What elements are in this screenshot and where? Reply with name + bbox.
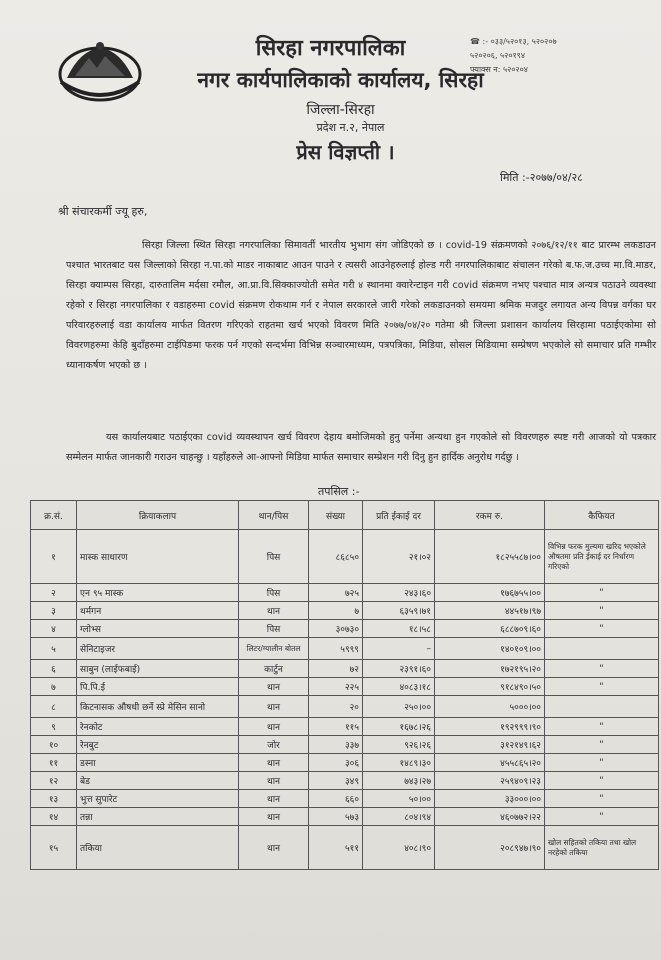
cell-sn: ५ <box>31 638 77 660</box>
cell-remark: " <box>545 678 659 696</box>
table-row <box>31 808 659 826</box>
cell-rate: ५०।०० <box>363 790 435 808</box>
cell-item: डस्ना <box>77 754 239 772</box>
district-name: जिल्ला-सिरहा <box>306 102 375 118</box>
cell-remark: " <box>545 754 659 772</box>
cell-sn: ७ <box>31 678 77 696</box>
cell-item: सेनिटाइजर <box>77 638 239 660</box>
cell-unit: थान <box>239 602 309 620</box>
cell-amount: ४५५८६५।२० <box>435 754 545 772</box>
cell-qty: ३०७३० <box>309 620 363 638</box>
cell-qty: ७२५ <box>309 584 363 602</box>
cell-amount: १८२५५८७।०० <box>435 530 545 584</box>
cell-rate: ९२६।२६ <box>363 736 435 754</box>
cell-remark: " <box>545 660 659 678</box>
cell-remark: " <box>545 772 659 790</box>
cell-remark: खोल सहितको तकिया तथा खोल नरहेको तकिया <box>545 826 659 870</box>
table-row <box>31 678 659 696</box>
body-paragraph-1: सिरहा जिल्ला स्थित सिरहा नगरपालिका सिमावर्ती भारतीय भुभाग संग जोडिएको छ । covid-19 संक्रमणको २०७६/१२/११ बाट प्रारम्भ लकडाउन पश्चात भारतबाट यस जिल्लाको सिरहा न.पा.को माडर नाकाबाट आउन पाउने र त्यसरी आउनेहरुलाई होल्ड गरी नगरपालिकाबाट संचालन गरेको ब.फ.ज.उच्च मा.वि.माडर, सिरहा क्याम्पस सिरहा, दारुतालिम मर्दसा रमौल, आ.प्रा.वि.सिक्काज्योती समेत गरी ४ स्थानमा क्वारेन्टाइन गरी covid संक्रमण नभए पश्चात मात्र अन्यत्र पठाउने व्यवस्था रहेको र सिरहा नगरपालिका र वडाहरुमा covid संक्रमण रोकथाम गर्न र नेपाल सरकारले जारी गरेको लकडाउनको समयमा श्रमिक मजदुर लगायत अन्य विपन्न वर्गका घर परिवारहरुलाई वडा कार्यालय मार्फत वितरण गरिएको राहतमा खर्च भएको विवरण मिति २०७७/०४/२० गतेमा श्री जिल्ला प्रशासन कार्यालय सिरहामा पठाईएकोमा सो विवरणहरुमा केहि बुदाँहरुमा टाईपिङमा फरक पर्न गएको सन्दर्भमा विभिन्न सञ्चारमाध्यम, पत्रपत्रिका, मिडिया, सोसल मिडियामा सम्प्रेषण भएकोले सो समाचार प्रति गम्भीर ध्यानाकर्षण भएको छ । <box>66 240 656 371</box>
column-header-unit: थान/पिस <box>239 501 309 530</box>
cell-sn: ४ <box>31 620 77 638</box>
cell-item: किटनासक औषधी छर्ने स्प्रे मेसिन सानो <box>77 696 239 718</box>
cell-rate: ६३५९।७१ <box>363 602 435 620</box>
cell-unit: लिटर/ग्यालीन बोतल <box>239 638 309 660</box>
table-row <box>31 736 659 754</box>
cell-remark: " <box>545 790 659 808</box>
cell-amount: ३१२१४९।६२ <box>435 736 545 754</box>
cell-unit: थान <box>239 772 309 790</box>
cell-amount: ६८८७०९।६० <box>435 620 545 638</box>
table-row <box>31 602 659 620</box>
cell-qty: ३३७ <box>309 736 363 754</box>
cell-remark <box>545 638 659 660</box>
cell-qty: ६६० <box>309 790 363 808</box>
cell-item: ग्लोभ्स <box>77 620 239 638</box>
cell-unit: थान <box>239 790 309 808</box>
table-header-row <box>31 501 659 530</box>
table-row <box>31 584 659 602</box>
cell-qty: २२५ <box>309 678 363 696</box>
cell-remark: विभिन्न फरक मुल्यमा खरिद भएकोले औषतमा प्रति ईकाई दर निर्धारण गरिएको <box>545 530 659 584</box>
cell-remark: " <box>545 584 659 602</box>
cell-amount: १४०१०९।०० <box>435 638 545 660</box>
cell-qty: ५७३ <box>309 808 363 826</box>
table-row <box>31 638 659 660</box>
expense-table-body <box>31 530 659 870</box>
column-header-qty: संख्या <box>309 501 363 530</box>
cell-unit: पिस <box>239 530 309 584</box>
cell-remark: " <box>545 620 659 638</box>
cell-item: भुत्त सुपारेट <box>77 790 239 808</box>
cell-rate: – <box>363 638 435 660</box>
cell-qty: ७२ <box>309 660 363 678</box>
cell-item: बेड <box>77 772 239 790</box>
cell-amount: ९१८४९०।५० <box>435 678 545 696</box>
body-paragraph-2: यस कार्यालयबाट पठाईएका covid व्यवस्थापन खर्च विवरण देहाय बमोजिमको हुनु पर्नेमा अन्यथा हुन गएकोले सो विवरणहरु स्पष्ट गरी आजको यो पत्रकार सम्मेलन मार्फत जानकारी गराउन चाहन्छु । यहाँहरुले आ-आफ्नो मिडिया मार्फत समाचार सम्प्रेशन गरी दिनु हुन हार्दिक अनुरोध गर्दछु । <box>66 432 656 463</box>
cell-remark <box>545 696 659 718</box>
cell-remark: " <box>545 602 659 620</box>
cell-rate: २१।०२ <box>363 530 435 584</box>
contact-fax-line: फ्याक्स न: ५२०२०४ <box>470 65 528 74</box>
table-row <box>31 826 659 870</box>
cell-amount: २५९४०९।२३ <box>435 772 545 790</box>
cell-rate: १६७८।२६ <box>363 718 435 736</box>
cell-qty: ११५ <box>309 718 363 736</box>
cell-item: तन्ना <box>77 808 239 826</box>
cell-qty: ५११ <box>309 826 363 870</box>
cell-remark: " <box>545 718 659 736</box>
expense-table <box>30 500 659 870</box>
table-row <box>31 530 659 584</box>
cell-rate: ७४३।२७ <box>363 772 435 790</box>
document-title: प्रेस विज्ञप्ती । <box>296 140 395 164</box>
cell-sn: ९ <box>31 718 77 736</box>
cell-qty: ३४९ <box>309 772 363 790</box>
cell-unit: पिस <box>239 620 309 638</box>
cell-qty: ५९९९ <box>309 638 363 660</box>
contact-info <box>470 35 650 77</box>
cell-amount: ३३०००।०० <box>435 790 545 808</box>
cell-amount: १९२९९९।९० <box>435 718 545 736</box>
cell-sn: १३ <box>31 790 77 808</box>
table-row <box>31 772 659 790</box>
cell-sn: १२ <box>31 772 77 790</box>
cell-remark: " <box>545 736 659 754</box>
cell-sn: ३ <box>31 602 77 620</box>
cell-amount: ५०००।०० <box>435 696 545 718</box>
column-header-amount: रकम रु. <box>435 501 545 530</box>
table-row <box>31 660 659 678</box>
cell-rate: १४८९।३० <box>363 754 435 772</box>
organization-name: सिरहा नगरपालिका <box>255 36 406 61</box>
table-row <box>31 790 659 808</box>
cell-sn: २ <box>31 584 77 602</box>
cell-rate: २३९१।६० <box>363 660 435 678</box>
column-header-remark: कैफियत <box>545 501 659 530</box>
contact-phone-line-2: ५२०२०६, ५२०१९४ <box>470 51 526 60</box>
cell-qty: २० <box>309 696 363 718</box>
cell-rate: ४०८३।१८ <box>363 678 435 696</box>
cell-sn: ६ <box>31 660 77 678</box>
cell-rate: २५०।०० <box>363 696 435 718</box>
cell-unit: थान <box>239 696 309 718</box>
cell-unit: पिस <box>239 584 309 602</box>
table-row <box>31 718 659 736</box>
cell-amount: ४४५१७।९७ <box>435 602 545 620</box>
province-name: प्रदेश न.२, नेपाल <box>316 121 385 134</box>
cell-item: रेनकोट <box>77 718 239 736</box>
cell-sn: ८ <box>31 696 77 718</box>
cell-item: एन ९५ मास्क <box>77 584 239 602</box>
cell-unit: थान <box>239 754 309 772</box>
cell-rate: २४३।६० <box>363 584 435 602</box>
table-row <box>31 620 659 638</box>
table-row <box>31 754 659 772</box>
cell-amount: ४६०७७२।२२ <box>435 808 545 826</box>
salutation: श्री संचारकर्मी ज्यू हरु, <box>58 205 148 218</box>
cell-item: थर्मगन <box>77 602 239 620</box>
cell-unit: थान <box>239 826 309 870</box>
cell-qty: ८६८५० <box>309 530 363 584</box>
cell-unit: कार्टुन <box>239 660 309 678</box>
cell-amount: २०८९४७।९० <box>435 826 545 870</box>
cell-item: पि.पि.ई <box>77 678 239 696</box>
cell-amount: १७२१९५।२० <box>435 660 545 678</box>
cell-qty: ७ <box>309 602 363 620</box>
cell-unit: थान <box>239 718 309 736</box>
column-header-item: क्रियाकलाप <box>77 501 239 530</box>
cell-rate: १८।५८ <box>363 620 435 638</box>
document-date: मिति :-२०७७/०४/२८ <box>500 171 583 184</box>
cell-item: साबुन (लाईफबाई) <box>77 660 239 678</box>
cell-amount: १७६७५५।०० <box>435 584 545 602</box>
cell-sn: १५ <box>31 826 77 870</box>
contact-phone-line: ☎ :- ०३३/५२०१३, ५२०२०७ <box>470 37 557 46</box>
cell-unit: थान <box>239 678 309 696</box>
table-caption: तपसिल :- <box>318 485 360 498</box>
table-row <box>31 696 659 718</box>
cell-remark: " <box>545 808 659 826</box>
cell-sn: १० <box>31 736 77 754</box>
cell-unit: थान <box>239 808 309 826</box>
cell-sn: ११ <box>31 754 77 772</box>
cell-sn: १४ <box>31 808 77 826</box>
cell-sn: १ <box>31 530 77 584</box>
cell-rate: ८०४।९४ <box>363 808 435 826</box>
cell-rate: ४०८।९० <box>363 826 435 870</box>
office-name: नगर कार्यपालिकाको कार्यालय, सिरहा <box>197 68 484 92</box>
cell-qty: ३०६ <box>309 754 363 772</box>
column-header-rate: प्रति ईकाई दर <box>363 501 435 530</box>
cell-item: रेनबुट <box>77 736 239 754</box>
cell-item: मास्क साधारण <box>77 530 239 584</box>
column-header-sn: क्र.सं. <box>31 501 77 530</box>
cell-item: तकिया <box>77 826 239 870</box>
cell-unit: जोर <box>239 736 309 754</box>
